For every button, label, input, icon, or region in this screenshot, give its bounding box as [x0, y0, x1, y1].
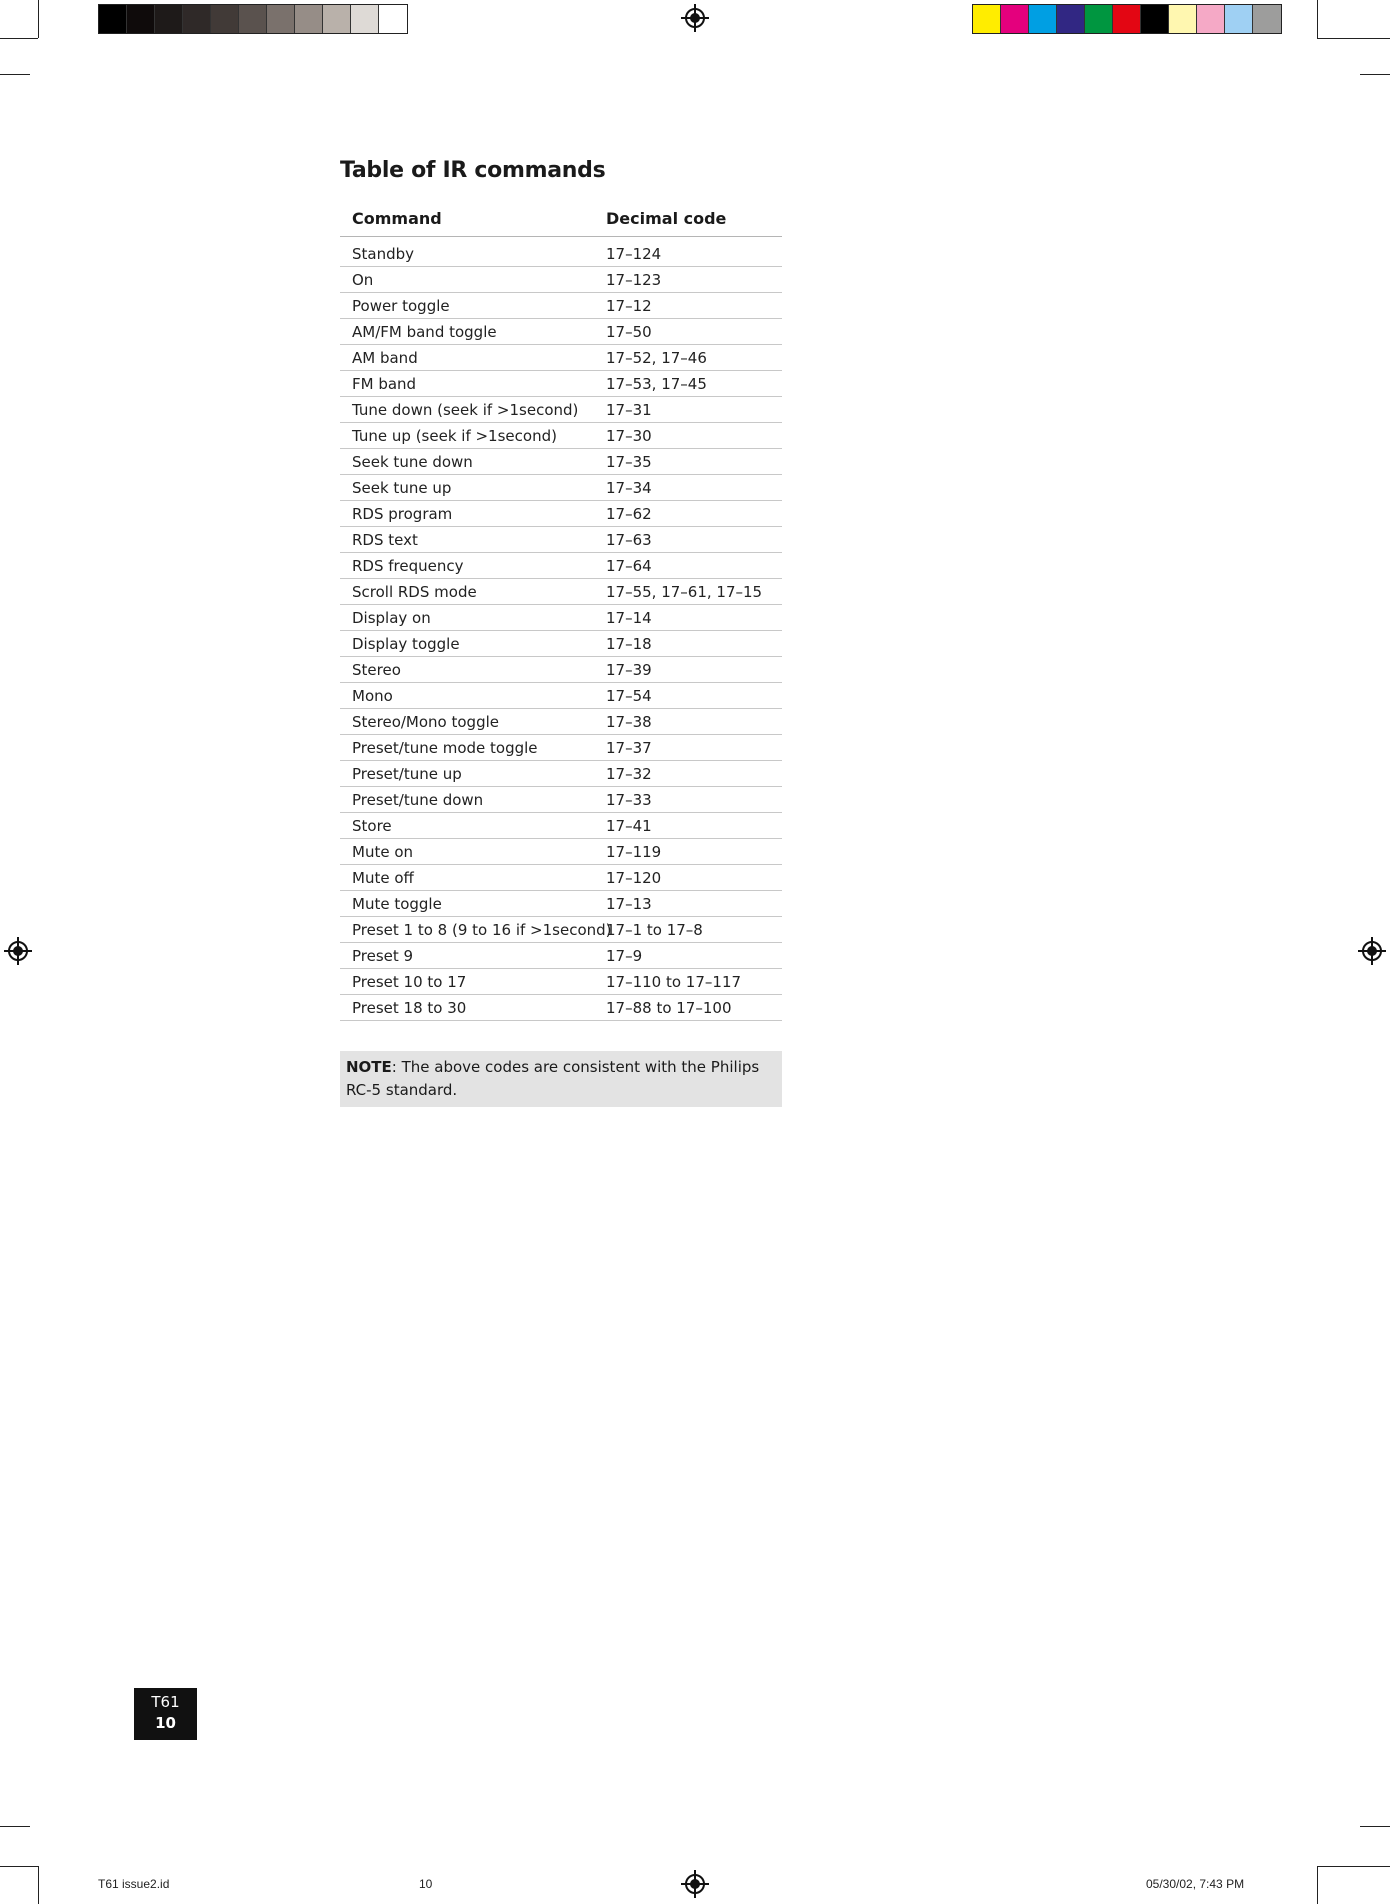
page-number-box [134, 1688, 197, 1740]
note-box [340, 1051, 782, 1107]
command-cell: Mono [352, 686, 393, 705]
decimal-code-cell: 17–38 [606, 712, 652, 731]
decimal-code-cell: 17–62 [606, 504, 652, 523]
ir-commands-table [340, 200, 782, 1021]
decimal-code-cell: 17–53, 17–45 [606, 374, 707, 393]
command-cell: Tune down (seek if >1second) [352, 400, 579, 419]
table-row [340, 891, 782, 917]
crop-mark [1317, 0, 1318, 38]
decimal-code-cell: 17–30 [606, 426, 652, 445]
decimal-code-cell: 17–64 [606, 556, 652, 575]
table-header [340, 200, 782, 237]
command-cell: On [352, 270, 374, 289]
decimal-code-cell: 17–1 to 17–8 [606, 920, 703, 939]
slug-date: 05/30/02, 7:43 PM [1146, 1877, 1245, 1891]
color-swatch [127, 5, 155, 33]
decimal-code-cell: 17–123 [606, 270, 662, 289]
decimal-code-cell: 17–13 [606, 894, 652, 913]
grayscale-color-bar [98, 4, 408, 34]
slug-filename: T61 issue2.id [98, 1877, 170, 1891]
command-cell: Power toggle [352, 296, 450, 315]
command-cell: Mute on [352, 842, 414, 861]
decimal-code-cell: 17–120 [606, 868, 662, 887]
crop-mark [1360, 1826, 1390, 1827]
decimal-code-cell: 17–31 [606, 400, 652, 419]
column-header-command: Command [352, 208, 442, 228]
decimal-code-cell: 17–34 [606, 478, 652, 497]
color-swatch [351, 5, 379, 33]
command-cell: Mute off [352, 868, 414, 887]
decimal-code-cell: 17–124 [606, 244, 662, 263]
crop-mark [0, 38, 38, 39]
note-text: : The above codes are consistent with the Philips RC-5 standard. [346, 1058, 760, 1099]
process-color-bar [972, 4, 1282, 34]
command-cell: Seek tune up [352, 478, 452, 497]
decimal-code-cell: 17–14 [606, 608, 652, 627]
command-cell: RDS text [352, 530, 418, 549]
command-cell: FM band [352, 374, 417, 393]
table-row [340, 995, 782, 1021]
decimal-code-cell: 17–55, 17–61, 17–15 [606, 582, 763, 601]
crop-mark [1317, 1866, 1390, 1867]
color-swatch [1197, 5, 1225, 33]
table-row [340, 371, 782, 397]
command-cell: Standby [352, 244, 415, 263]
decimal-code-cell: 17–32 [606, 764, 652, 783]
column-header-decimal-code: Decimal code [606, 208, 727, 228]
decimal-code-cell: 17–33 [606, 790, 652, 809]
table-row [340, 865, 782, 891]
table-row [340, 605, 782, 631]
registration-mark-icon [8, 941, 28, 961]
table-row [340, 657, 782, 683]
command-cell: RDS frequency [352, 556, 464, 575]
table-row [340, 943, 782, 969]
table-row [340, 761, 782, 787]
table-row [340, 735, 782, 761]
command-cell: Tune up (seek if >1second) [352, 426, 557, 445]
decimal-code-cell: 17–52, 17–46 [606, 348, 707, 367]
command-cell: Mute toggle [352, 894, 442, 913]
decimal-code-cell: 17–110 to 17–117 [606, 972, 742, 991]
command-cell: Display on [352, 608, 431, 627]
slug-page: 10 [419, 1877, 433, 1891]
color-swatch [295, 5, 323, 33]
color-swatch [1001, 5, 1029, 33]
color-swatch [1085, 5, 1113, 33]
command-cell: Preset/tune mode toggle [352, 738, 538, 757]
color-swatch [1225, 5, 1253, 33]
table-row [340, 501, 782, 527]
table-row [340, 917, 782, 943]
decimal-code-cell: 17–37 [606, 738, 652, 757]
table-row [340, 267, 782, 293]
crop-mark [1360, 74, 1390, 75]
color-swatch [1253, 5, 1281, 33]
table-row [340, 345, 782, 371]
color-swatch [1113, 5, 1141, 33]
color-swatch [211, 5, 239, 33]
decimal-code-cell: 17–9 [606, 946, 643, 965]
registration-mark-icon [685, 8, 705, 28]
decimal-code-cell: 17–50 [606, 322, 652, 341]
table-row [340, 813, 782, 839]
color-swatch [323, 5, 351, 33]
command-cell: Display toggle [352, 634, 460, 653]
registration-mark-icon [685, 1874, 705, 1894]
color-swatch [239, 5, 267, 33]
command-cell: Store [352, 816, 392, 835]
crop-mark [0, 1866, 38, 1867]
table-row [340, 969, 782, 995]
color-swatch [1141, 5, 1169, 33]
decimal-code-cell: 17–63 [606, 530, 652, 549]
color-swatch [155, 5, 183, 33]
decimal-code-cell: 17–35 [606, 452, 652, 471]
command-cell: Stereo/Mono toggle [352, 712, 499, 731]
table-row [340, 839, 782, 865]
decimal-code-cell: 17–18 [606, 634, 652, 653]
command-cell: Preset 9 [352, 946, 414, 965]
table-row [340, 579, 782, 605]
color-swatch [379, 5, 407, 33]
decimal-code-cell: 17–119 [606, 842, 662, 861]
page-number: 10 [155, 1714, 176, 1732]
model-label: T61 [151, 1693, 180, 1711]
decimal-code-cell: 17–88 to 17–100 [606, 998, 732, 1017]
crop-mark [1317, 1866, 1318, 1904]
table-row [340, 423, 782, 449]
color-swatch [267, 5, 295, 33]
color-swatch [973, 5, 1001, 33]
crop-mark [0, 74, 30, 75]
table-row [340, 683, 782, 709]
command-cell: RDS program [352, 504, 453, 523]
page-title: Table of IR commands [340, 158, 606, 183]
table-row [340, 449, 782, 475]
table-row [340, 709, 782, 735]
table-row [340, 397, 782, 423]
table-row [340, 787, 782, 813]
decimal-code-cell: 17–39 [606, 660, 652, 679]
table-row [340, 475, 782, 501]
command-cell: Preset 18 to 30 [352, 998, 467, 1017]
table-row [340, 631, 782, 657]
table-row [340, 293, 782, 319]
command-cell: Seek tune down [352, 452, 473, 471]
crop-mark [0, 1826, 30, 1827]
decimal-code-cell: 17–54 [606, 686, 652, 705]
command-cell: Scroll RDS mode [352, 582, 477, 601]
color-swatch [1169, 5, 1197, 33]
registration-mark-icon [1362, 941, 1382, 961]
command-cell: AM band [352, 348, 418, 367]
command-cell: Preset/tune down [352, 790, 484, 809]
table-body [340, 241, 782, 1021]
color-swatch [183, 5, 211, 33]
command-cell: Preset/tune up [352, 764, 462, 783]
command-cell: Stereo [352, 660, 401, 679]
command-cell: Preset 10 to 17 [352, 972, 467, 991]
color-swatch [1057, 5, 1085, 33]
command-cell: Preset 1 to 8 (9 to 16 if >1second) [352, 920, 612, 939]
table-row [340, 527, 782, 553]
table-row [340, 241, 782, 267]
crop-mark [38, 0, 39, 38]
color-swatch [1029, 5, 1057, 33]
table-row [340, 319, 782, 345]
command-cell: AM/FM band toggle [352, 322, 497, 341]
decimal-code-cell: 17–12 [606, 296, 652, 315]
crop-mark [38, 1866, 39, 1904]
color-swatch [99, 5, 127, 33]
crop-mark [1317, 38, 1390, 39]
table-row [340, 553, 782, 579]
decimal-code-cell: 17–41 [606, 816, 652, 835]
note-label: NOTE [346, 1058, 392, 1076]
